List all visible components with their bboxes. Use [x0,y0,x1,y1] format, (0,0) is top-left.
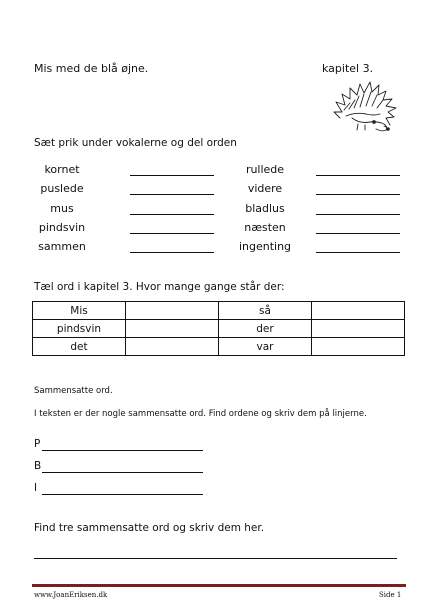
word-count-table [32,301,405,356]
table-word-cell: så [219,302,312,320]
hedgehog-nose [386,127,390,131]
table-count-cell[interactable] [126,302,219,320]
word-right-1: rullede [245,163,285,176]
answer-line-left-5[interactable] [130,252,214,253]
table-count-cell[interactable] [126,320,219,338]
compound-heading: Sammensatte ord. [34,386,113,396]
word-left-2: puslede [40,182,84,195]
find-three-instruction: Find tre sammensatte ord og skriv dem her. [34,522,265,534]
word-right-4: næsten [244,221,286,234]
hedgehog-illustration [330,72,402,134]
table-word-cell: pindsvin [33,320,126,338]
answer-line-left-2[interactable] [130,194,214,195]
word-right-2: videre [247,182,283,195]
vowel-instruction: Sæt prik under vokalerne og del orden [34,137,237,149]
count-instruction: Tæl ord i kapitel 3. Hvor mange gange står der: [34,281,285,293]
word-left-1: kornet [44,163,80,176]
worksheet-title: Mis med de blå øjne. [34,62,149,75]
word-left-5: sammen [38,240,86,253]
footer-divider [32,584,406,587]
footer-website: www.JoanEriksen.dk [34,591,108,599]
table-word-cell: det [33,338,126,356]
compound-line-b[interactable] [42,472,203,473]
table-count-cell[interactable] [312,302,405,320]
word-right-5: ingenting [238,240,292,253]
find-three-answer-line[interactable] [34,558,397,559]
table-row [33,320,405,338]
letter-i: I [34,482,38,494]
letter-p: P [34,438,41,450]
answer-line-right-1[interactable] [316,175,400,176]
compound-line-p[interactable] [42,450,203,451]
answer-line-right-2[interactable] [316,194,400,195]
table-count-cell[interactable] [312,338,405,356]
compound-instruction: I teksten er der nogle sammensatte ord. Find ordene og skriv dem på linjerne. [34,409,367,419]
footer-page-number: Side 1 [379,591,402,599]
chapter-label: kapitel 3. [322,62,374,75]
answer-line-left-4[interactable] [130,233,214,234]
table-row [33,338,405,356]
table-count-cell[interactable] [312,320,405,338]
answer-line-right-4[interactable] [316,233,400,234]
answer-line-right-5[interactable] [316,252,400,253]
table-word-cell: Mis [33,302,126,320]
answer-line-left-1[interactable] [130,175,214,176]
answer-line-left-3[interactable] [130,214,214,215]
table-count-cell[interactable] [126,338,219,356]
word-left-3: mus [50,202,74,215]
table-row [33,302,405,320]
table-word-cell: der [219,320,312,338]
word-right-3: bladlus [245,202,285,215]
compound-line-i[interactable] [42,494,203,495]
answer-line-right-3[interactable] [316,214,400,215]
word-left-4: pindsvin [38,221,86,234]
letter-b: B [34,460,42,472]
table-word-cell: var [219,338,312,356]
